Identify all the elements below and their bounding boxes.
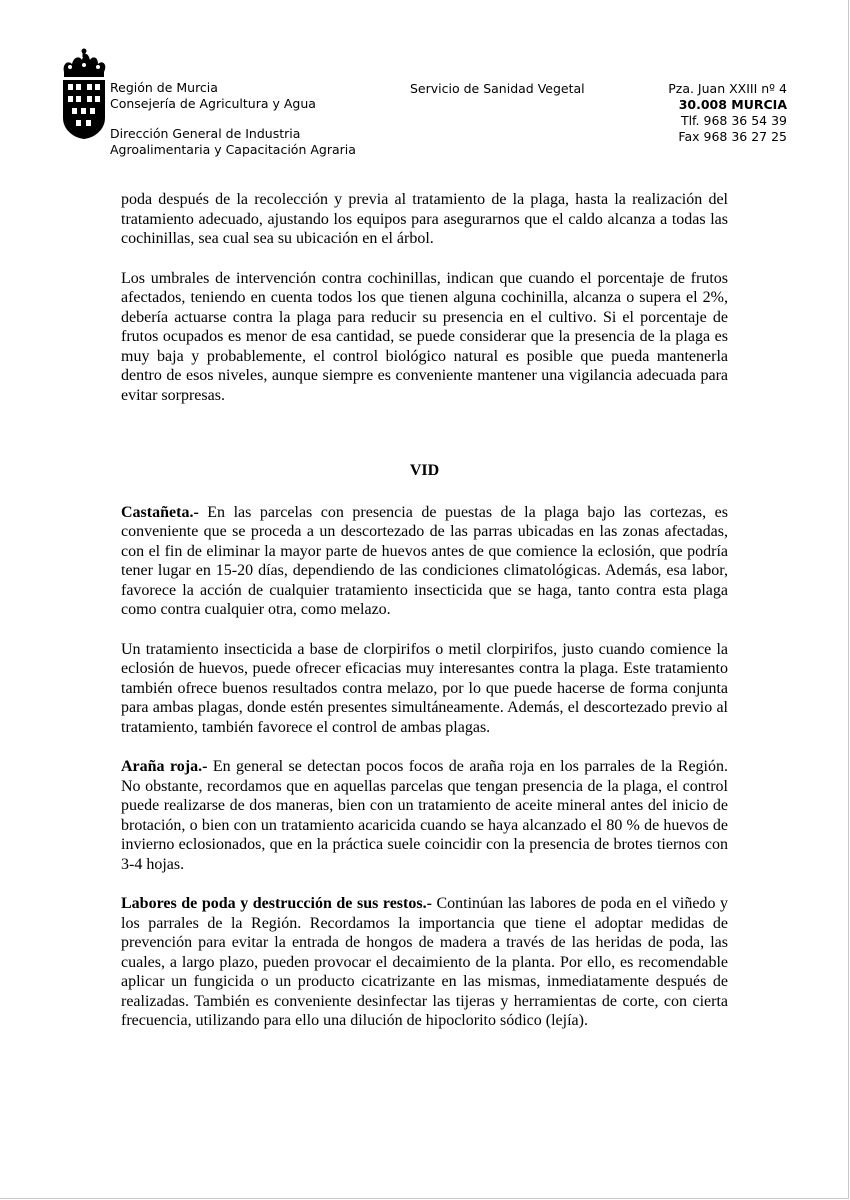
section-title-vid: VID	[409, 462, 440, 479]
dept-line-2: Agroalimentaria y Capacitación Agraria	[110, 142, 356, 157]
labores-poda-text: Continúan las labores de poda en el viñedo y los parrales de la Región. Recordamos la importancia que tiene el adoptar medidas de prevención para evitar la entrada de hongos de madera a través de las heridas de poda, las cuales, a largo plazo, pueden provocar el decaimiento de la planta. Por ello, es recomendable aplicar un fungicida o un producto cicatrizante en las mismas, inmediatamente después de realizadas. También es conveniente desinfectar las tijeras y herramientas de corte, con cierta frecuencia, utilizando para ello una dilución de hipoclorito sódico (lejía).	[121, 895, 729, 1029]
paragraph-labores-poda	[121, 894, 728, 1031]
address-street: Pza. Juan XXIII nº 4	[668, 81, 787, 96]
arana-roja-heading: Araña roja.-	[121, 758, 208, 775]
service-name: Servicio de Sanidad Vegetal	[410, 81, 585, 96]
paragraph-umbrales: Los umbrales de intervención contra cochinillas, indican que cuando el porcentaje de frutos afectados, teniendo en cuenta todos los que tienen alguna cochinilla, alcanza o supera el 2%, debería actuarse contra la plaga para reducir su presencia en el cultivo. Si el porcentaje de frutos ocupados es menor de esa cantidad, se puede considerar que la presencia de la plaga es muy baja y probablemente, el control biológico natural es posible que pueda mantenerla dentro de esos niveles, aunque siempre es conveniente mantener una vigilancia adecuada para evitar sorpresas.	[121, 269, 728, 404]
address-block	[668, 81, 787, 145]
paragraph-poda-continuation: poda después de la recolección y previa al tratamiento de la plaga, hasta la realización del tratamiento adecuado, ajustando los equipos para asegurarnos que el caldo alcanza a todas las cochinillas, sea cual sea su ubicación en el árbol.	[121, 191, 728, 247]
paragraph-castaneta	[121, 503, 728, 620]
organization-name	[110, 80, 316, 112]
letterhead	[0, 0, 850, 175]
paragraph-tratamiento: Un tratamiento insecticida a base de clorpirifos o metil clorpirifos, justo cuando comience la eclosión de huevos, puede ofrecer eficacias muy interesantes contra la plaga. Este tratamiento también ofrece buenos resultados contra melazo, por lo que puede hacerse de forma conjunta para ambas plagas, donde estén presentes simultáneamente. Además, el descortezado previo al tratamiento, también favorece el control de ambas plagas.	[121, 640, 728, 736]
document-body	[121, 190, 728, 1051]
castaneta-heading: Castañeta.-	[121, 503, 199, 521]
address-postcode: 30.008 MURCIA	[678, 97, 787, 112]
labores-poda-heading: Labores de poda y destrucción de sus restos.-	[121, 895, 432, 912]
dept-line-1: Dirección General de Industria	[110, 126, 301, 141]
department-name	[110, 126, 356, 158]
region-crest-logo	[60, 48, 108, 140]
address-phone: Tlf. 968 36 54 39	[680, 113, 787, 128]
org-line-ministry: Consejería de Agricultura y Agua	[110, 96, 316, 111]
address-fax: Fax 968 36 27 25	[678, 129, 787, 144]
arana-roja-text: En general se detectan pocos focos de araña roja en los parrales de la Región. No obstante, recordamos que en aquellas parcelas que tengan presencia de la plaga, el control puede realizarse de dos maneras, bien con un tratamiento de aceite mineral antes del inicio de brotación, o bien con un tratamiento acaricida cuando se haya alcanzado el 80 % de huevos de invierno eclosionados, que en la práctica suele coincidir con la presencia de brotes tiernos con 3-4 hojas.	[121, 758, 728, 873]
org-line-region: Región de Murcia	[110, 80, 218, 95]
castaneta-text: En las parcelas con presencia de puestas de la plaga bajo las cortezas, es conveniente que se proceda a un descortezado de las parras ubicadas en las zonas afectadas, con el fin de eliminar la mayor parte de huevos antes de que comience la eclosión, que podría tener lugar en 15-20 días, dependiendo de las condiciones climatológicas. Además, esa labor, favorece la acción de cualquier tratamiento insecticida que se haga, tanto contra esta plaga como contra cualquier otra, como melazo.	[121, 503, 728, 618]
paragraph-arana-roja	[121, 757, 728, 874]
